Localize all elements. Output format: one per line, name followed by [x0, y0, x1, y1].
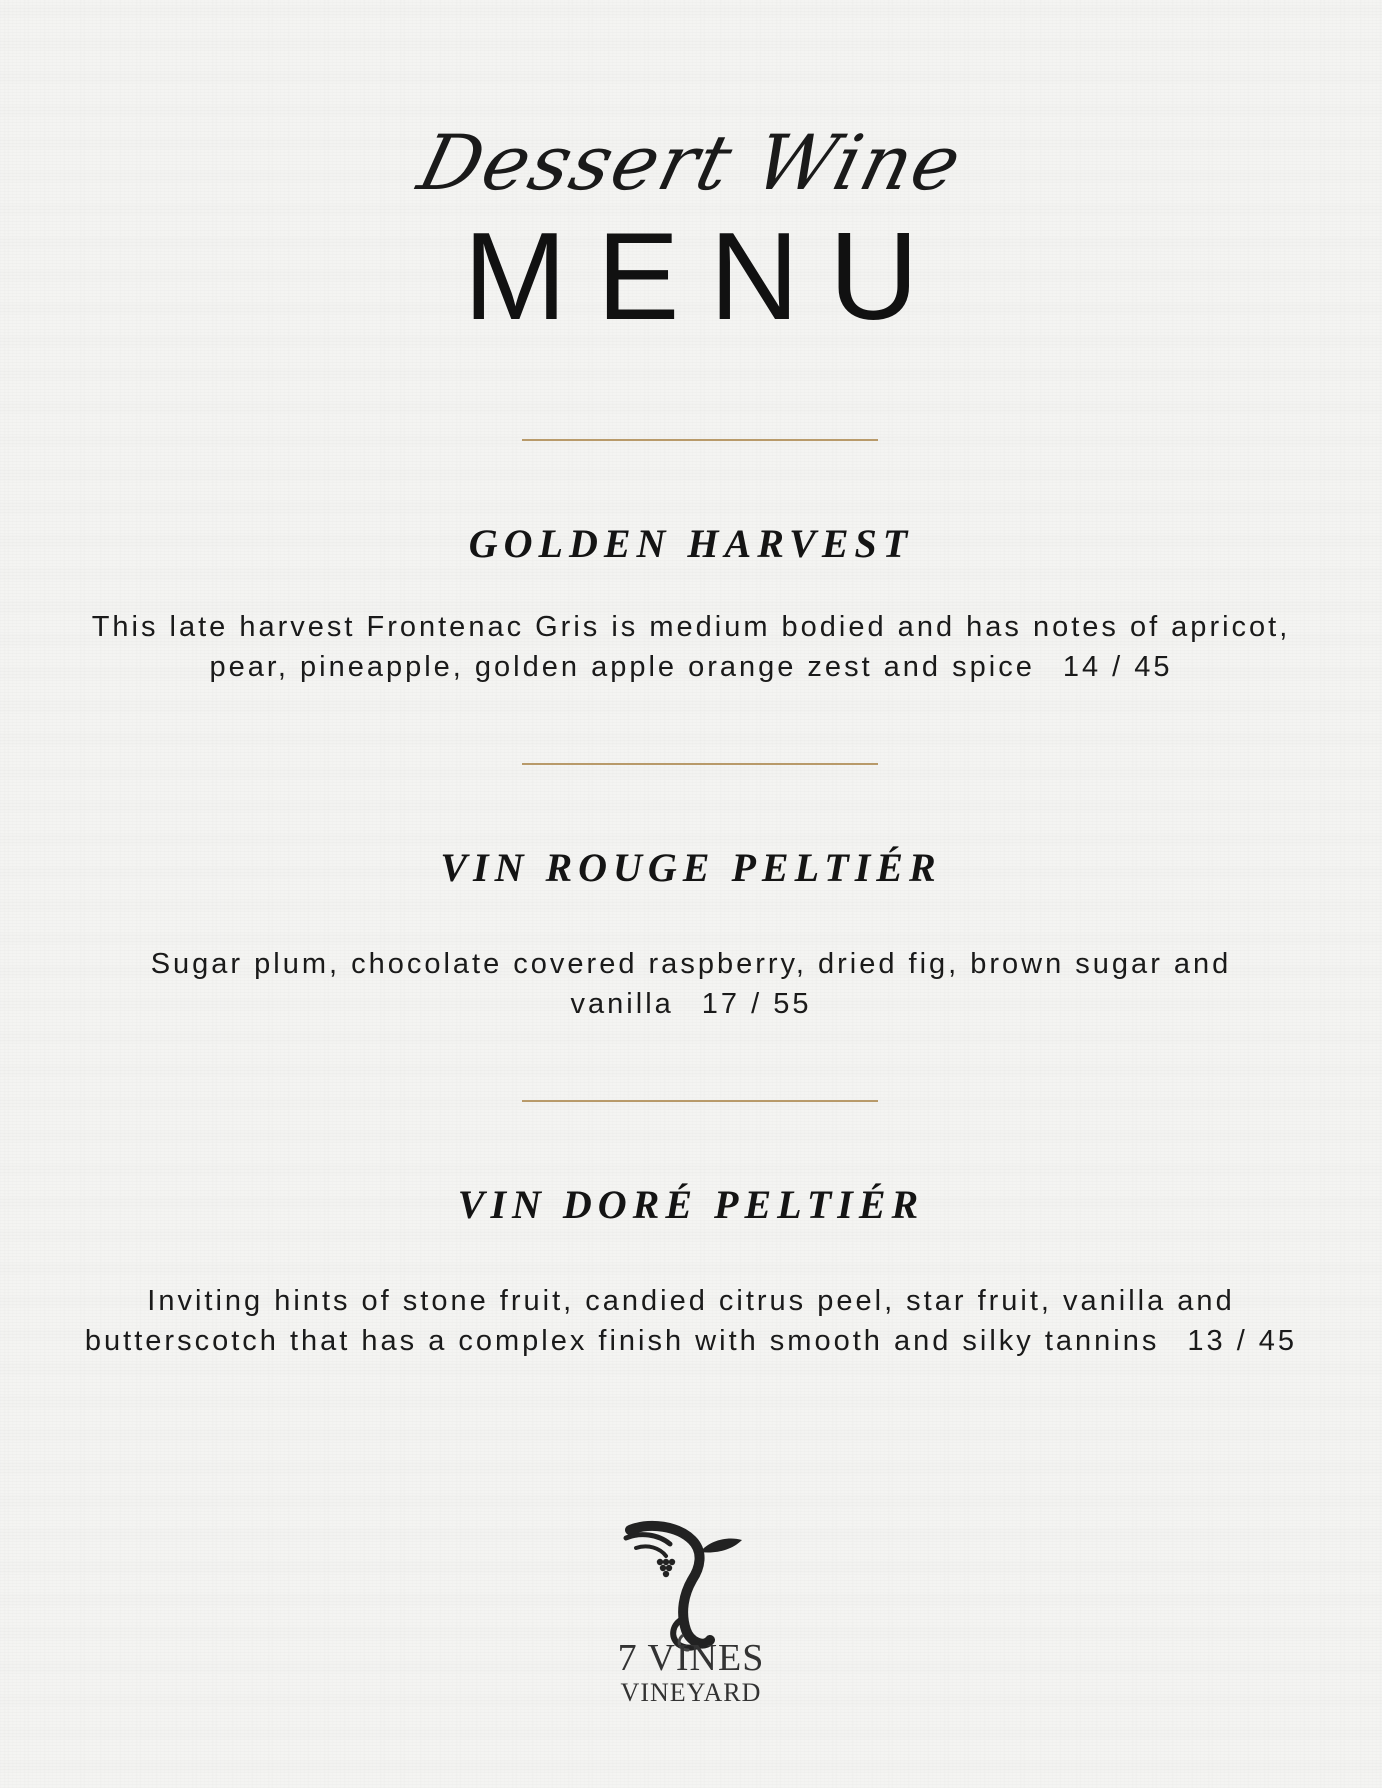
wine-name: VIN DORÉ PELTIÉR [457, 1182, 925, 1227]
wine-price: 14 / 45 [1062, 651, 1173, 683]
divider [522, 763, 878, 765]
divider [522, 1100, 878, 1102]
wine-name: VIN ROUGE PELTIÉR [440, 845, 942, 890]
wine-description-text: Sugar plum, chocolate covered raspberry, dried fig, brown sugar and vanilla [150, 948, 1232, 1020]
wine-name: GOLDEN HARVEST [468, 521, 914, 566]
logo-subtitle: VINEYARD [620, 1678, 762, 1707]
wine-price: 17 / 55 [701, 988, 812, 1020]
menu-title: MENU [463, 208, 949, 346]
wine-description [80, 607, 1302, 687]
wine-description-text: This late harvest Frontenac Gris is medium bodied and has notes of apricot, pear, pineapple, golden apple orange zest and spice [91, 611, 1291, 683]
wine-description-text: Inviting hints of stone fruit, candied citrus peel, star fruit, vanilla and butterscotch that has a complex finish with smooth and silky tannins [84, 1285, 1235, 1357]
script-title: Dessert Wine [410, 118, 972, 207]
wine-price: 13 / 45 [1187, 1325, 1298, 1357]
wine-description [80, 944, 1302, 1024]
divider [522, 439, 878, 441]
logo-brand-name: 7 VINES [617, 1637, 765, 1679]
wine-description [80, 1281, 1302, 1361]
